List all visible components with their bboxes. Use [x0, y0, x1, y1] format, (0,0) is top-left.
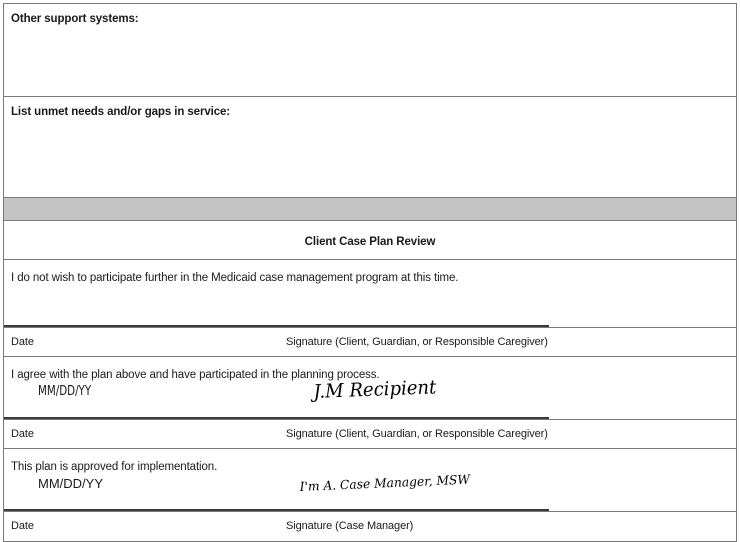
- decline-fill-zone[interactable]: [4, 287, 736, 321]
- table-row-approve-captions: [4, 512, 737, 542]
- approve-fill-zone[interactable]: [4, 471, 736, 510]
- approve-signature-caption: Signature (Case Manager): [286, 520, 414, 532]
- review-heading-cell: [4, 221, 737, 260]
- decline-statement-cell: [4, 260, 737, 328]
- unmet-needs-label: List unmet needs and/or gaps in service:: [11, 106, 231, 118]
- unmet-needs-cell[interactable]: [4, 97, 737, 198]
- decline-signature-caption: Signature (Client, Guardian, or Responsible Caregiver): [286, 336, 548, 348]
- agree-statement-text: I agree with the plan above and have participated in the planning process.: [11, 369, 380, 381]
- decline-statement-text: I do not wish to participate further in the Medicaid case management program at this time.: [11, 272, 459, 284]
- decline-signature-rule: [4, 325, 549, 327]
- approve-statement-cell: [4, 449, 737, 512]
- table-row-approve-statement: [4, 449, 737, 512]
- table-row-unmet-needs: [4, 97, 737, 198]
- agree-fill-zone[interactable]: [4, 376, 736, 418]
- agree-statement-cell: [4, 357, 737, 420]
- agree-signature-rule: [4, 417, 549, 419]
- decline-caption-cell: [4, 328, 737, 357]
- decline-date-caption: Date: [11, 336, 34, 348]
- table-row-review-heading: [4, 221, 737, 260]
- agree-date-value[interactable]: MM/DD/YY: [38, 384, 92, 399]
- agree-caption-cell: [4, 420, 737, 449]
- table-row-decline-captions: [4, 328, 737, 357]
- table-row-other-support: [4, 4, 737, 97]
- agree-signature-caption: Signature (Client, Guardian, or Responsible Caregiver): [286, 428, 548, 440]
- approve-date-caption: Date: [11, 520, 34, 532]
- case-plan-form-table: [3, 3, 737, 542]
- agree-signature-value[interactable]: J.M Recipient: [313, 376, 437, 403]
- table-row-agree-captions: [4, 420, 737, 449]
- agree-date-caption: Date: [11, 428, 34, 440]
- approve-date-value[interactable]: MM/DD/YY: [38, 476, 103, 491]
- approve-signature-rule: [4, 509, 549, 511]
- review-heading: Client Case Plan Review: [304, 236, 436, 248]
- approve-statement-text: This plan is approved for implementation.: [11, 461, 218, 473]
- gray-separator-band: [4, 198, 737, 221]
- table-row-agree-statement: [4, 357, 737, 420]
- other-support-label: Other support systems:: [11, 13, 139, 25]
- table-row-decline-statement: [4, 260, 737, 328]
- other-support-cell[interactable]: [4, 4, 737, 97]
- approve-signature-value[interactable]: I'm A. Case Manager, MSW: [299, 471, 471, 494]
- approve-caption-cell: [4, 512, 737, 542]
- table-row-gray-separator: [4, 198, 737, 221]
